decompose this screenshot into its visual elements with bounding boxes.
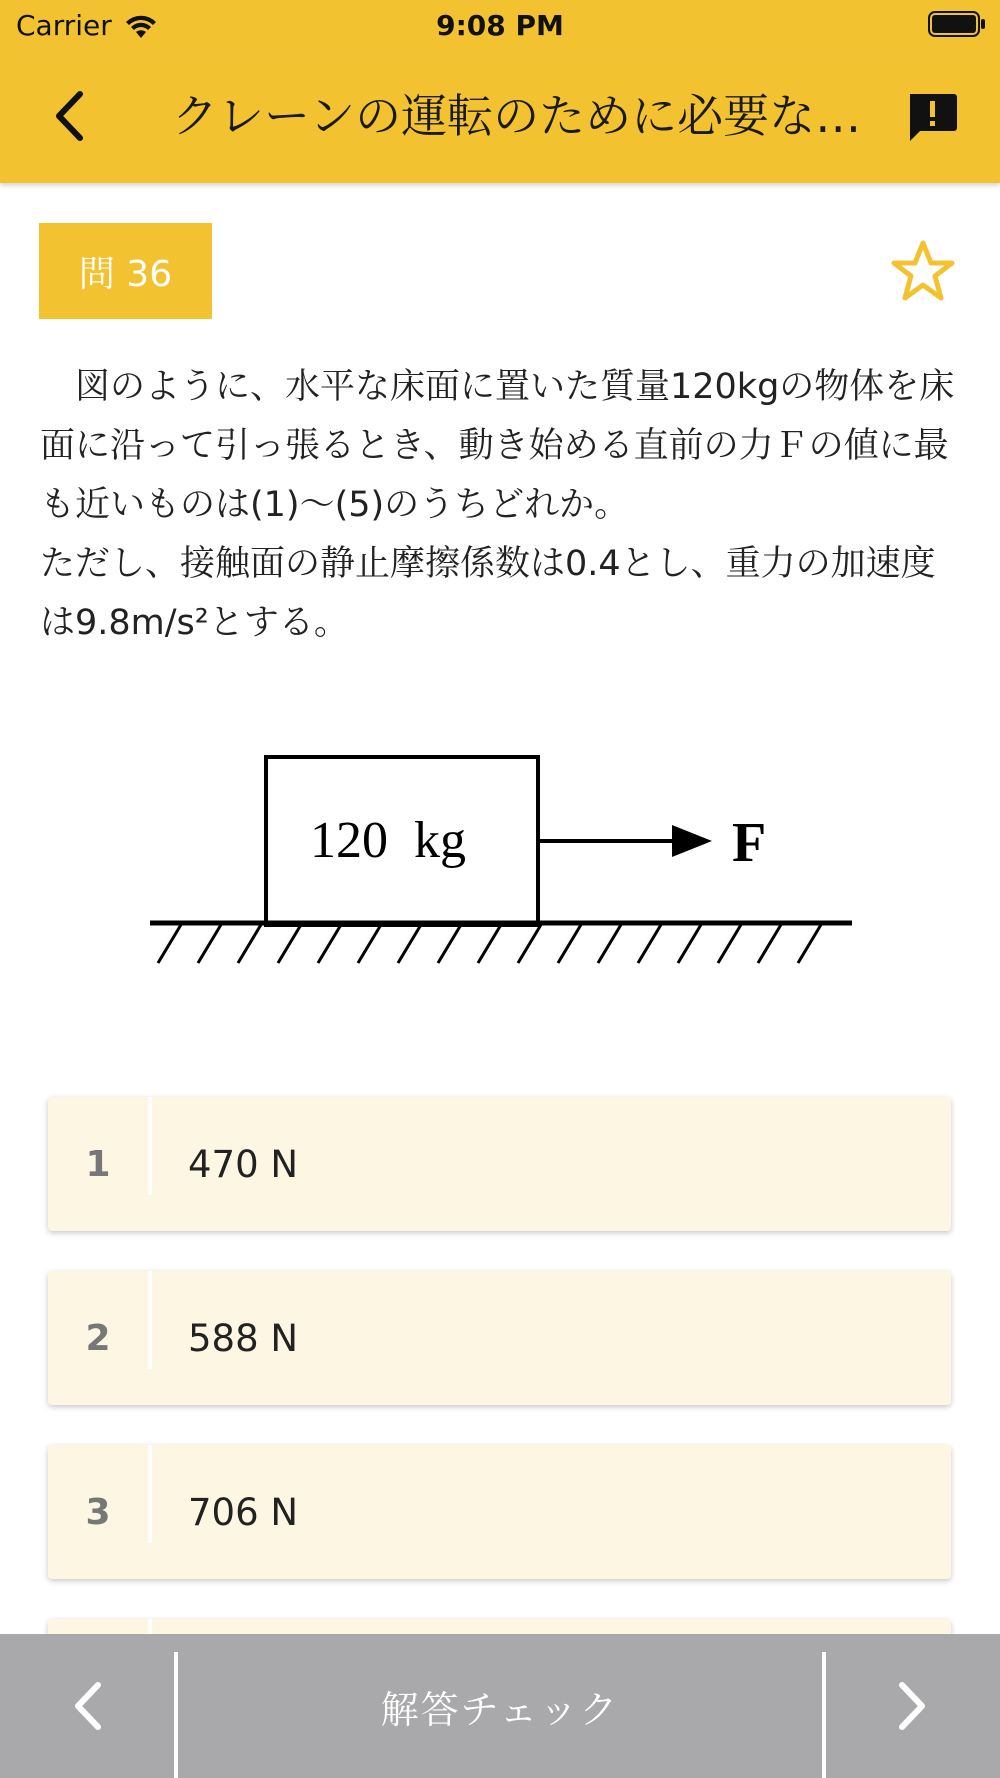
question-text: 図のように、水平な床面に置いた質量120kgの物体を床面に沿って引っ張るとき、動き始める直前の力Ｆの値に最も近いものは(1)～(5)のうちどれか。 ただし、接触面の静止摩擦係数は0.4とし、重力の加速度は9.8m/s²とする。: [40, 367, 955, 643]
next-question-button[interactable]: [826, 1634, 1000, 1778]
mass-label: 120 kg: [310, 812, 466, 869]
choice-number: 2: [85, 1317, 111, 1359]
battery-icon: [928, 11, 986, 37]
choice-divider: [148, 1445, 152, 1543]
choice-3[interactable]: [48, 1445, 951, 1579]
choice-divider: [148, 1271, 152, 1369]
favorite-button[interactable]: [888, 236, 958, 306]
status-bar: [0, 0, 1000, 50]
previous-question-button[interactable]: [0, 1634, 174, 1778]
page-title: クレーンの運転のために必要な…: [172, 89, 862, 143]
clock: 9:08 PM: [436, 9, 564, 42]
bottom-toolbar: [0, 1634, 1000, 1778]
choice-number: 3: [85, 1491, 111, 1533]
question-figure: [140, 745, 860, 975]
star-outline-icon: [890, 239, 956, 303]
force-label: F: [732, 812, 767, 874]
report-exclamation-icon: [906, 92, 958, 142]
chevron-right-icon: [896, 1681, 930, 1731]
carrier-label: Carrier: [16, 9, 112, 42]
back-button[interactable]: [38, 80, 100, 152]
report-button[interactable]: [900, 88, 964, 146]
choice-number: 1: [85, 1143, 111, 1185]
choice-value: 706 N: [188, 1490, 299, 1534]
choice-divider: [148, 1097, 152, 1195]
choice-2[interactable]: [48, 1271, 951, 1405]
navigation-bar: [0, 50, 1000, 183]
choice-1[interactable]: [48, 1097, 951, 1231]
chevron-left-icon: [70, 1681, 104, 1731]
force-arrow-head: [672, 825, 712, 857]
floor-hatching: [158, 923, 822, 963]
chevron-left-icon: [52, 90, 86, 142]
choice-value: 588 N: [188, 1316, 299, 1360]
choice-value: 470 N: [188, 1142, 299, 1186]
question-number-badge: 問 36: [39, 223, 212, 319]
check-answer-button[interactable]: 解答チェック: [380, 1687, 620, 1732]
